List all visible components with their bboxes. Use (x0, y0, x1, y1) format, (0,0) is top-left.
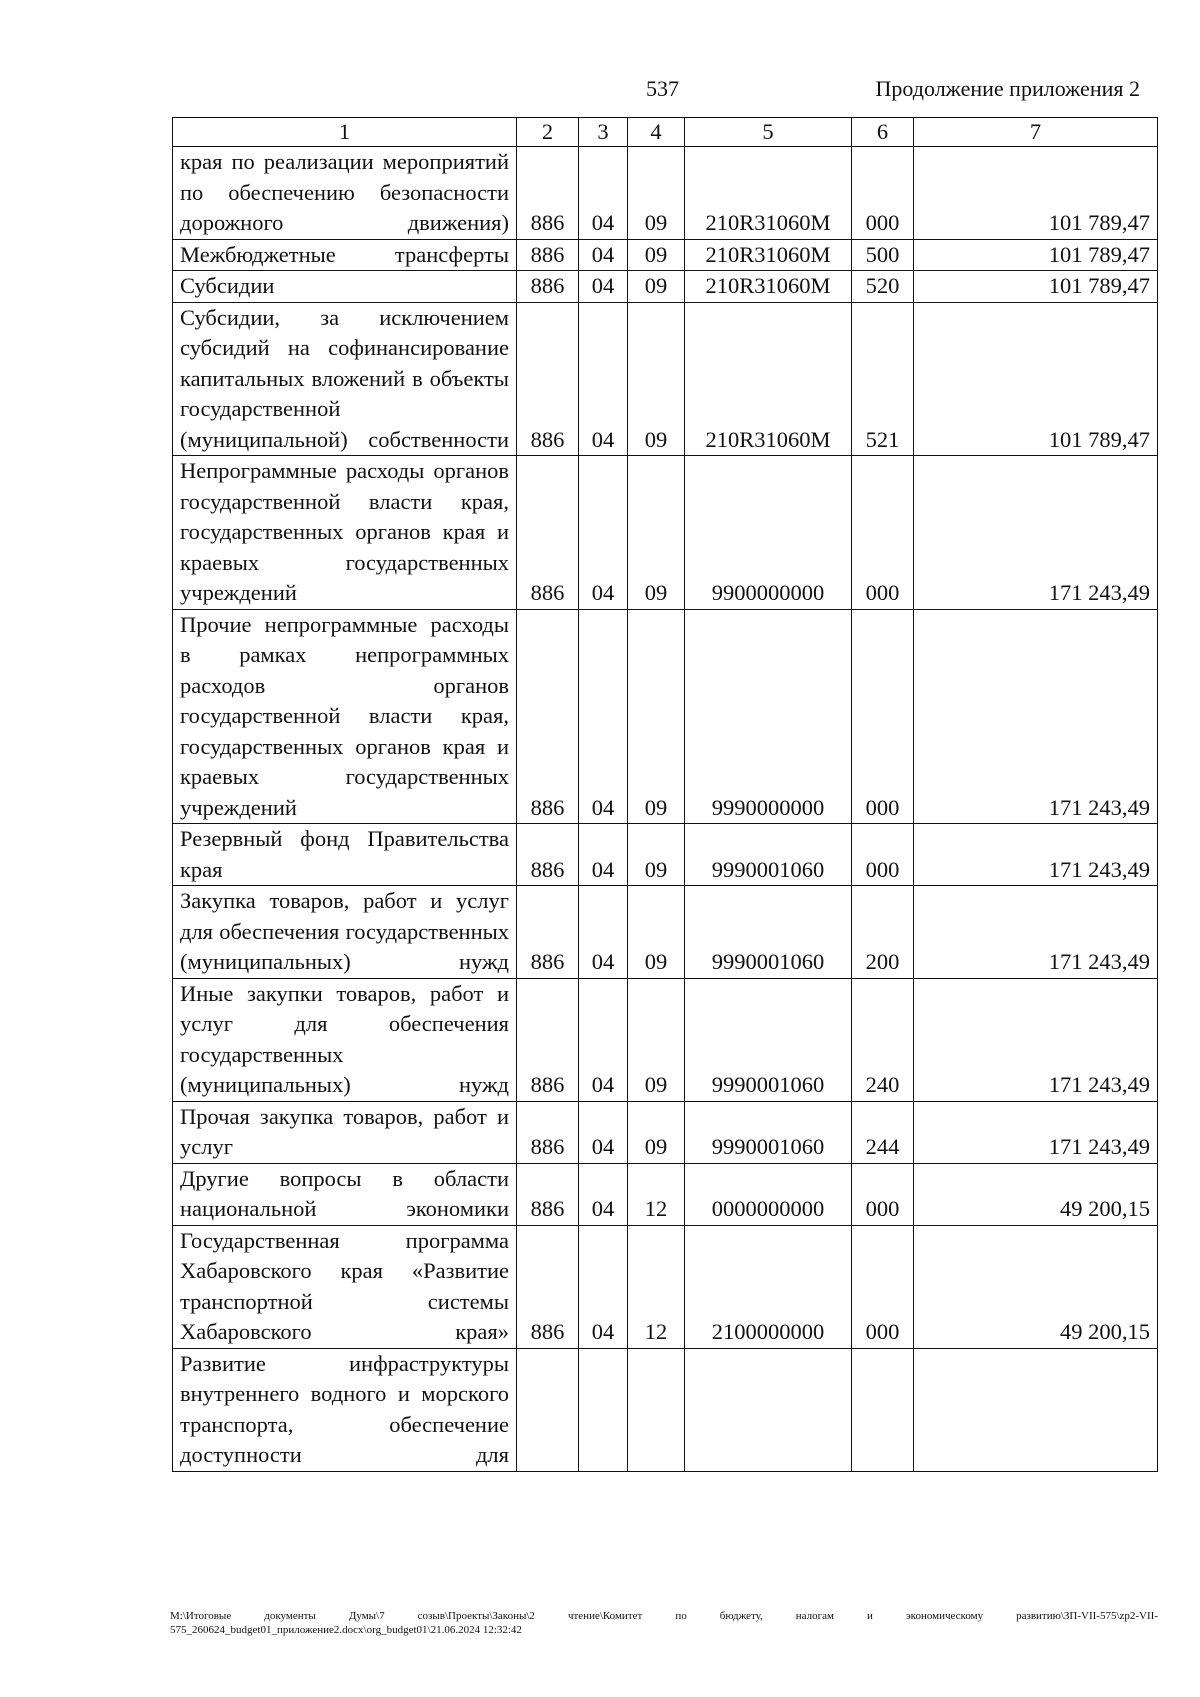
row-section: 04 (579, 1225, 628, 1348)
row-description: Другие вопросы в области национальной экономики (173, 1163, 517, 1225)
row-section: 04 (579, 609, 628, 824)
row-section: 04 (579, 978, 628, 1101)
row-ministry-code: 886 (517, 824, 579, 886)
row-subsection: 09 (628, 239, 685, 271)
row-subsection: 09 (628, 824, 685, 886)
row-ministry-code: 886 (517, 271, 579, 303)
column-header-1: 1 (173, 118, 517, 147)
row-description: Межбюджетные трансферты (173, 239, 517, 271)
row-target-article: 9990000000 (685, 609, 852, 824)
table-row (173, 147, 1158, 240)
table-row (173, 239, 1158, 271)
continuation-label: Продолжение приложения 2 (875, 76, 1140, 101)
table-row (173, 456, 1158, 610)
table-row (173, 271, 1158, 303)
row-expense-type: 520 (852, 271, 914, 303)
row-subsection: 09 (628, 456, 685, 610)
row-target-article: 9900000000 (685, 456, 852, 610)
column-header-4: 4 (628, 118, 685, 147)
row-ministry-code: 886 (517, 1101, 579, 1163)
row-description: края по реализации мероприятий по обеспечению безопасности дорожного движения) (173, 147, 517, 240)
row-ministry-code: 886 (517, 886, 579, 979)
row-target-article: 210R31060M (685, 271, 852, 303)
table-row (173, 824, 1158, 886)
row-description: Субсидии (173, 271, 517, 303)
column-header-6: 6 (852, 118, 914, 147)
row-ministry-code: 886 (517, 1163, 579, 1225)
row-amount (914, 1348, 1158, 1471)
row-expense-type: 500 (852, 239, 914, 271)
row-target-article: 210R31060M (685, 302, 852, 456)
row-amount: 171 243,49 (914, 456, 1158, 610)
row-section (579, 1348, 628, 1471)
row-expense-type: 521 (852, 302, 914, 456)
row-expense-type: 000 (852, 456, 914, 610)
row-description: Субсидии, за исключением субсидий на софинансирование капитальных вложений в объекты государственной (муниципальной) собственности (173, 302, 517, 456)
row-description: Прочая закупка товаров, работ и услуг (173, 1101, 517, 1163)
row-amount: 101 789,47 (914, 147, 1158, 240)
row-subsection: 09 (628, 271, 685, 303)
column-header-7: 7 (914, 118, 1158, 147)
row-amount: 171 243,49 (914, 824, 1158, 886)
row-amount: 171 243,49 (914, 886, 1158, 979)
row-target-article: 2100000000 (685, 1225, 852, 1348)
row-ministry-code: 886 (517, 456, 579, 610)
row-amount: 101 789,47 (914, 271, 1158, 303)
row-subsection (628, 1348, 685, 1471)
column-header-2: 2 (517, 118, 579, 147)
budget-table (172, 117, 1158, 1472)
row-amount: 101 789,47 (914, 302, 1158, 456)
column-header-3: 3 (579, 118, 628, 147)
row-subsection: 09 (628, 302, 685, 456)
table-header-row (173, 118, 1158, 147)
row-description: Резервный фонд Правительства края (173, 824, 517, 886)
row-expense-type: 200 (852, 886, 914, 979)
page-number: 537 (646, 76, 679, 101)
row-expense-type: 244 (852, 1101, 914, 1163)
row-section: 04 (579, 1163, 628, 1225)
row-section: 04 (579, 456, 628, 610)
column-header-5: 5 (685, 118, 852, 147)
row-expense-type: 000 (852, 147, 914, 240)
row-expense-type: 240 (852, 978, 914, 1101)
row-subsection: 12 (628, 1163, 685, 1225)
row-subsection: 09 (628, 978, 685, 1101)
row-amount: 49 200,15 (914, 1163, 1158, 1225)
row-section: 04 (579, 886, 628, 979)
row-ministry-code: 886 (517, 609, 579, 824)
row-expense-type: 000 (852, 824, 914, 886)
row-subsection: 12 (628, 1225, 685, 1348)
table-row (173, 1225, 1158, 1348)
table-row (173, 1348, 1158, 1471)
table-row (173, 1163, 1158, 1225)
row-target-article (685, 1348, 852, 1471)
row-section: 04 (579, 1101, 628, 1163)
row-target-article: 9990001060 (685, 886, 852, 979)
row-amount: 49 200,15 (914, 1225, 1158, 1348)
row-expense-type (852, 1348, 914, 1471)
row-ministry-code: 886 (517, 1225, 579, 1348)
row-section: 04 (579, 239, 628, 271)
row-subsection: 09 (628, 886, 685, 979)
table-row (173, 978, 1158, 1101)
row-section: 04 (579, 147, 628, 240)
row-amount: 171 243,49 (914, 1101, 1158, 1163)
row-amount: 101 789,47 (914, 239, 1158, 271)
row-target-article: 9990001060 (685, 1101, 852, 1163)
row-subsection: 09 (628, 1101, 685, 1163)
row-description: Прочие непрограммные расходы в рамках непрограммных расходов органов государственной власти края, государственных органов края и краевых государственных учреждений (173, 609, 517, 824)
row-section: 04 (579, 302, 628, 456)
row-description: Государственная программа Хабаровского края «Развитие транспортной системы Хабаровского края» (173, 1225, 517, 1348)
table-row (173, 302, 1158, 456)
row-expense-type: 000 (852, 1163, 914, 1225)
row-description: Развитие инфраструктуры внутреннего водного и морского транспорта, обеспечение доступности для (173, 1348, 517, 1471)
row-section: 04 (579, 824, 628, 886)
table-row (173, 886, 1158, 979)
row-target-article: 9990001060 (685, 824, 852, 886)
row-expense-type: 000 (852, 1225, 914, 1348)
row-amount: 171 243,49 (914, 978, 1158, 1101)
row-target-article: 210R31060M (685, 239, 852, 271)
row-target-article: 210R31060M (685, 147, 852, 240)
row-section: 04 (579, 271, 628, 303)
file-path-footer: M:\Итоговые документы Думы\7 созыв\Проекты\Законы\2 чтение\Комитет по бюджету, налогам и экономическому развитию\ЗП-VII-575\zp2-VII-575_260624_budget01_приложение2.docx\org_budget01\21.06.2024 12:32:42 (170, 1610, 1158, 1636)
row-ministry-code: 886 (517, 302, 579, 456)
row-ministry-code: 886 (517, 147, 579, 240)
table-row (173, 609, 1158, 824)
row-description: Иные закупки товаров, работ и услуг для обеспечения государственных (муниципальных) нужд (173, 978, 517, 1101)
row-ministry-code (517, 1348, 579, 1471)
row-amount: 171 243,49 (914, 609, 1158, 824)
row-target-article: 0000000000 (685, 1163, 852, 1225)
row-subsection: 09 (628, 147, 685, 240)
table-row (173, 1101, 1158, 1163)
row-ministry-code: 886 (517, 978, 579, 1101)
row-subsection: 09 (628, 609, 685, 824)
row-expense-type: 000 (852, 609, 914, 824)
row-ministry-code: 886 (517, 239, 579, 271)
row-description: Непрограммные расходы органов государственной власти края, государственных органов края и краевых государственных учреждений (173, 456, 517, 610)
row-description: Закупка товаров, работ и услуг для обеспечения государственных (муниципальных) нужд (173, 886, 517, 979)
row-target-article: 9990001060 (685, 978, 852, 1101)
